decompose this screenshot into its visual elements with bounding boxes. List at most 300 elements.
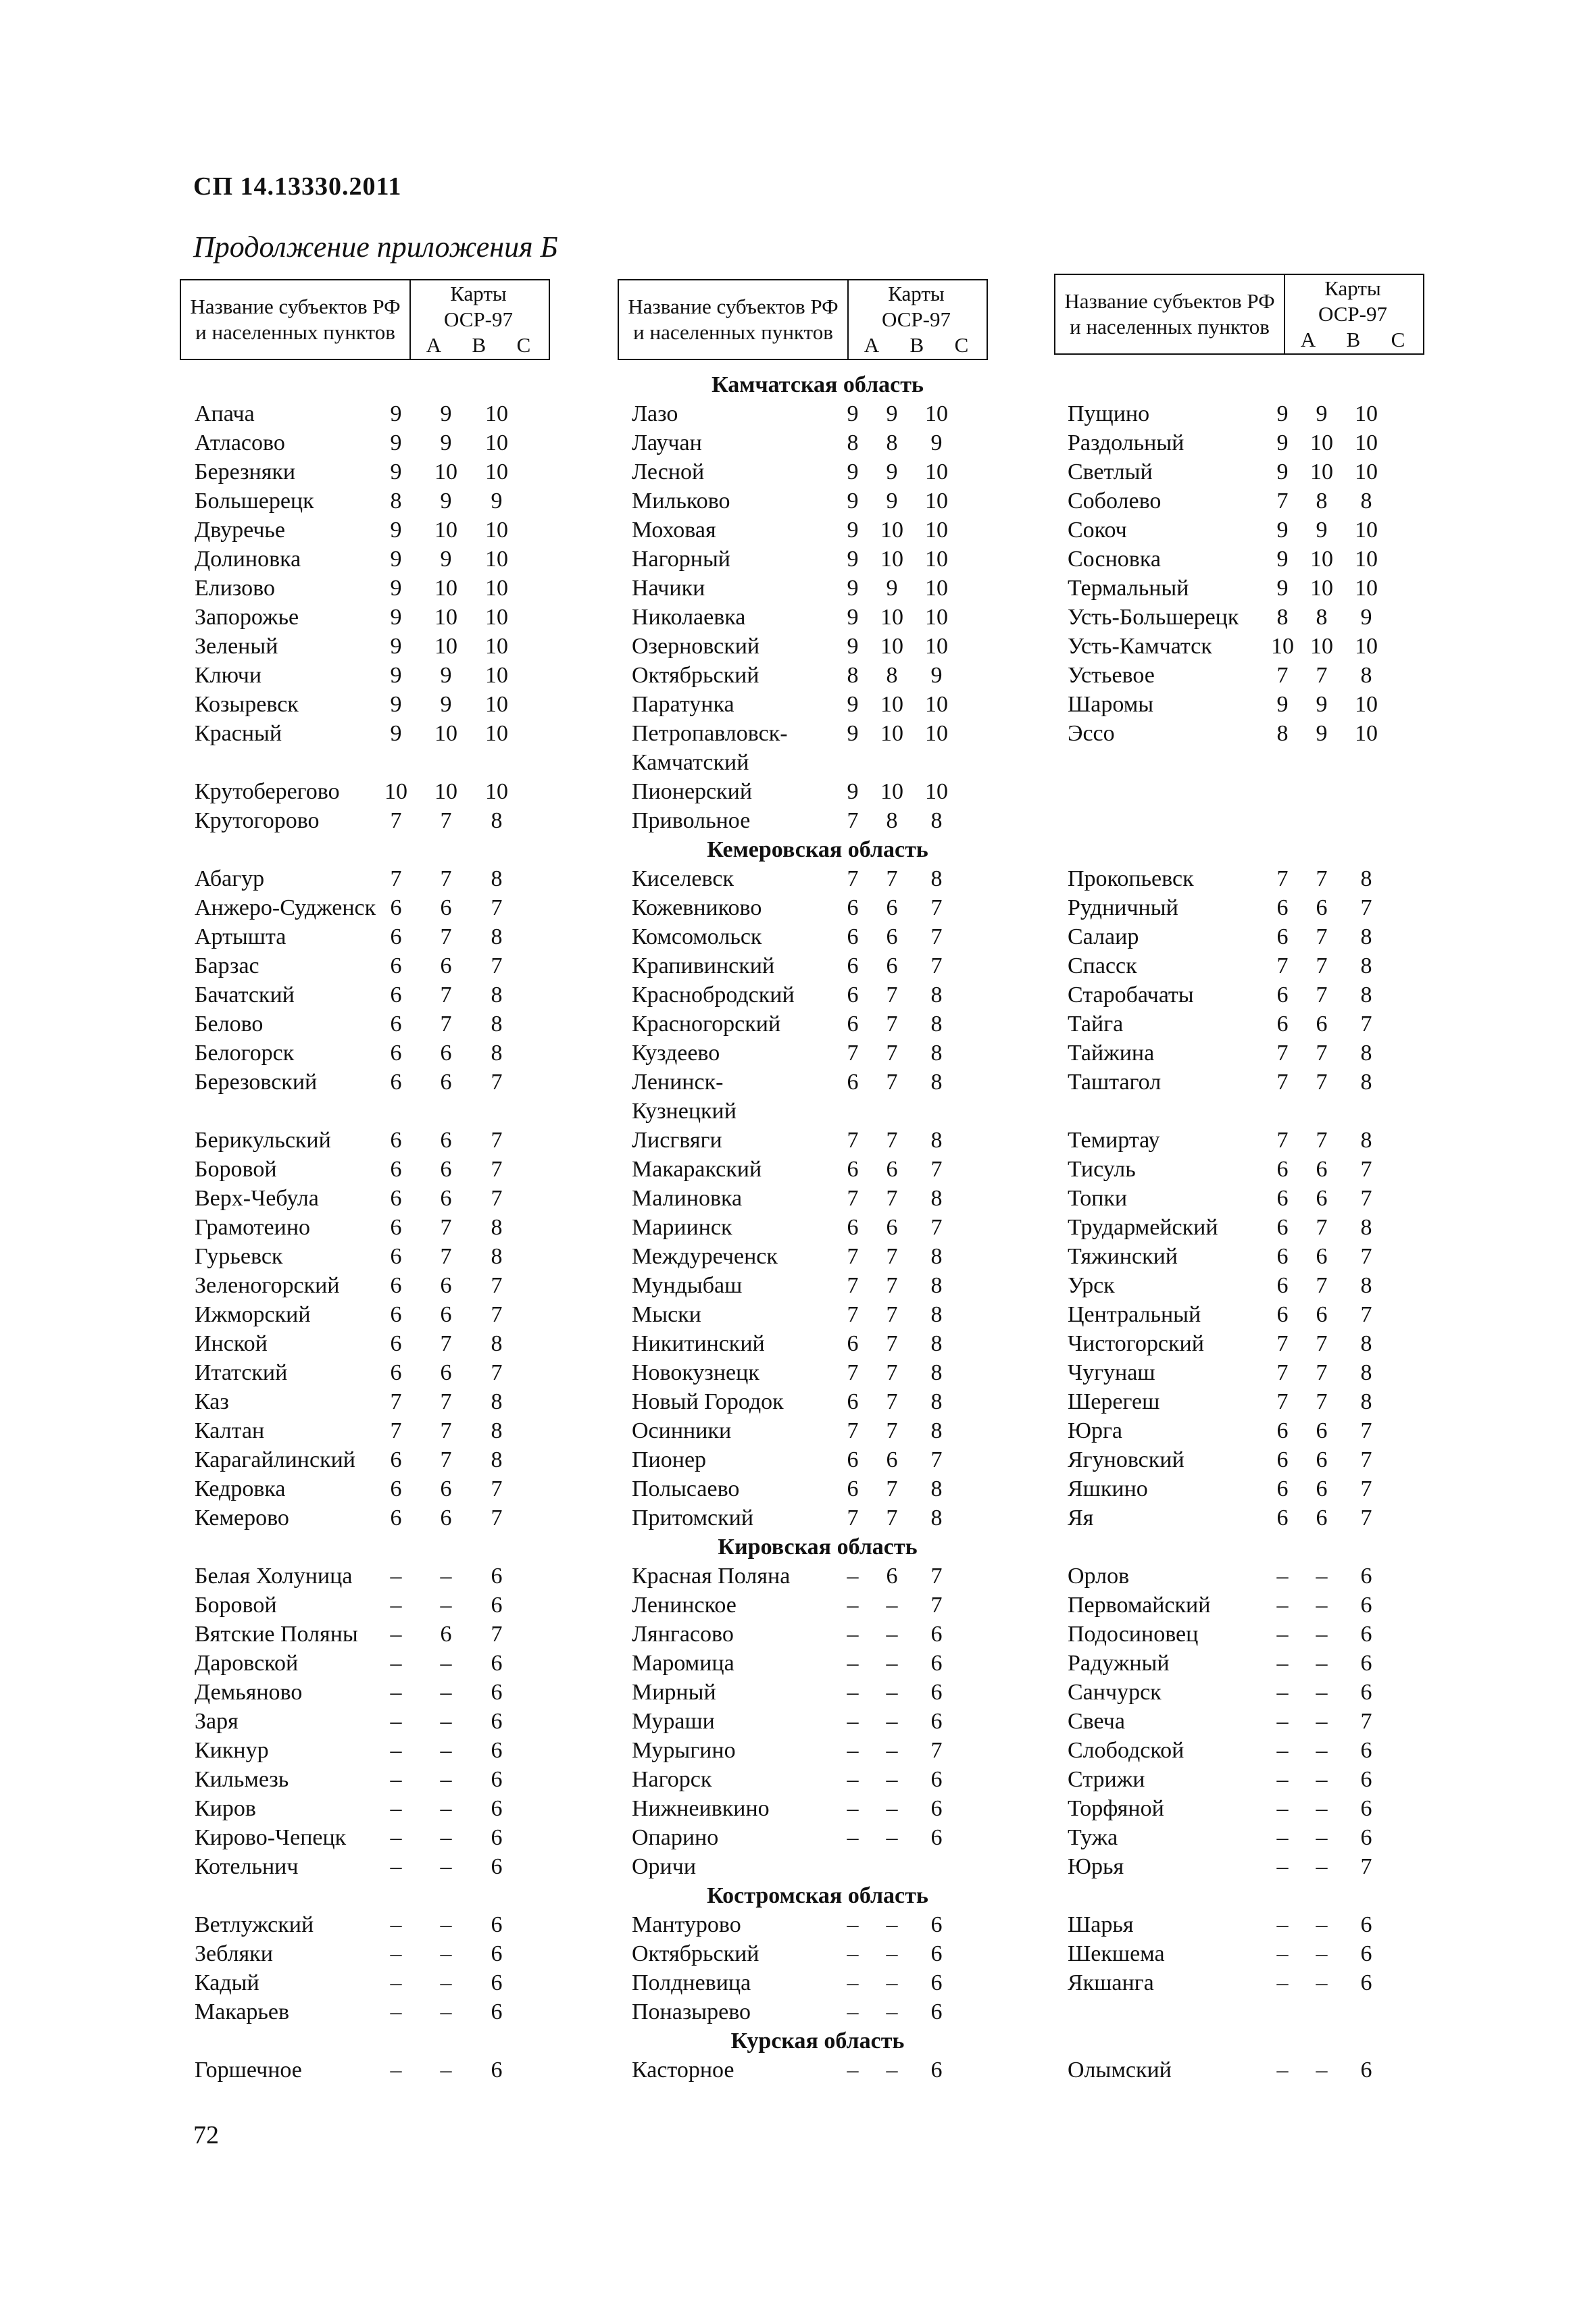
settlement-name: Юрга: [1068, 1418, 1122, 1443]
intensity-c: 10: [485, 576, 508, 601]
intensity-c: 8: [491, 1331, 503, 1356]
settlement-name: Никитинский: [632, 1331, 765, 1356]
list-item: [0, 1794, 1596, 1823]
intensity-c: 8: [930, 1418, 943, 1443]
header-col-a: А: [864, 333, 880, 357]
intensity-c: 8: [930, 1070, 943, 1095]
settlement-name: Грамотеино: [195, 1215, 311, 1240]
intensity-a: 9: [390, 721, 402, 746]
intensity-a: –: [1276, 1767, 1289, 1792]
intensity-a: 6: [1276, 1012, 1289, 1037]
intensity-a: –: [390, 1622, 402, 1647]
intensity-a: 7: [847, 1041, 859, 1066]
intensity-a: –: [1276, 1564, 1289, 1589]
settlement-name: Киселевск: [632, 866, 734, 891]
intensity-c: 8: [930, 1041, 943, 1066]
settlement-name: Белогорск: [195, 1041, 295, 1066]
intensity-c: 6: [491, 1796, 503, 1821]
intensity-a: –: [390, 1680, 402, 1705]
intensity-b: 9: [1316, 721, 1328, 746]
intensity-a: 6: [847, 1215, 859, 1240]
intensity-a: 7: [847, 808, 859, 833]
intensity-a: 6: [847, 1331, 859, 1356]
settlement-name: Радужный: [1068, 1651, 1170, 1676]
intensity-a: 6: [847, 1389, 859, 1414]
intensity-b: 7: [1316, 924, 1328, 949]
intensity-a: 6: [847, 1070, 859, 1095]
intensity-a: –: [390, 1709, 402, 1734]
intensity-a: 6: [390, 1302, 402, 1327]
intensity-a: –: [847, 1767, 859, 1792]
intensity-b: –: [886, 1999, 898, 2024]
intensity-a: –: [847, 1564, 859, 1589]
intensity-b: 6: [886, 924, 898, 949]
intensity-c: 8: [930, 982, 943, 1007]
intensity-a: 7: [1276, 1128, 1289, 1153]
settlement-name: Чугунаш: [1068, 1360, 1155, 1385]
settlement-name: Берикульский: [195, 1128, 331, 1153]
intensity-b: –: [886, 1912, 898, 1937]
intensity-a: 7: [390, 1418, 402, 1443]
list-item: [0, 516, 1596, 545]
list-item: [0, 922, 1596, 951]
intensity-a: 9: [1276, 576, 1289, 601]
settlement-name: Лазо: [632, 401, 678, 426]
settlement-name: Торфяной: [1068, 1796, 1164, 1821]
section-title: Кемеровская область: [707, 837, 928, 862]
intensity-a: –: [847, 1738, 859, 1763]
settlement-name: Моховая: [632, 518, 716, 543]
settlement-name: Олымский: [1068, 2058, 1172, 2083]
intensity-b: –: [440, 1680, 452, 1705]
settlement-name: Усть-Большерецк: [1068, 605, 1239, 630]
intensity-c: 10: [1355, 721, 1378, 746]
intensity-c: 7: [491, 1186, 503, 1211]
intensity-b: 6: [1316, 1302, 1328, 1327]
intensity-b: –: [1316, 1564, 1328, 1589]
settlement-name: Новокузнецк: [632, 1360, 759, 1385]
intensity-c: 8: [930, 1302, 943, 1327]
intensity-a: 9: [1276, 692, 1289, 717]
intensity-b: 7: [886, 1273, 898, 1298]
intensity-c: 6: [1360, 1651, 1372, 1676]
intensity-c: 10: [925, 401, 948, 426]
intensity-c: 7: [1360, 1476, 1372, 1501]
intensity-a: 6: [390, 1215, 402, 1240]
intensity-b: 6: [1316, 1476, 1328, 1501]
list-item: [0, 428, 1596, 457]
intensity-a: –: [1276, 1970, 1289, 1995]
intensity-b: 6: [1316, 1186, 1328, 1211]
intensity-b: 10: [434, 576, 457, 601]
intensity-a: –: [1276, 1796, 1289, 1821]
settlement-name: Николаевка: [632, 605, 746, 630]
intensity-a: –: [847, 1941, 859, 1966]
intensity-b: 10: [1310, 634, 1333, 659]
intensity-a: 7: [1276, 1331, 1289, 1356]
intensity-c: 7: [930, 1157, 943, 1182]
intensity-a: 7: [1276, 663, 1289, 688]
intensity-c: 6: [930, 1680, 943, 1705]
intensity-c: 8: [1360, 1389, 1372, 1414]
intensity-c: 8: [1360, 1128, 1372, 1153]
settlement-name: Итатский: [195, 1360, 288, 1385]
settlement-name: Маромица: [632, 1651, 734, 1676]
section-title: Камчатская область: [712, 372, 924, 397]
intensity-c: 8: [1360, 1331, 1372, 1356]
settlement-name: Слободской: [1068, 1738, 1184, 1763]
intensity-c: 7: [930, 924, 943, 949]
settlement-name: Шекшема: [1068, 1941, 1165, 1966]
intensity-c: 7: [930, 1564, 943, 1589]
intensity-b: 6: [886, 1157, 898, 1182]
intensity-c: 7: [1360, 1709, 1372, 1734]
list-item: [0, 487, 1596, 516]
intensity-a: –: [1276, 1825, 1289, 1850]
intensity-c: 8: [491, 866, 503, 891]
intensity-b: 8: [886, 430, 898, 455]
intensity-b: –: [886, 1680, 898, 1705]
intensity-a: –: [390, 1651, 402, 1676]
settlement-name: Барзас: [195, 953, 259, 978]
list-item: [0, 1242, 1596, 1271]
intensity-b: –: [886, 1593, 898, 1618]
list-item: [0, 893, 1596, 922]
intensity-a: –: [390, 1767, 402, 1792]
intensity-c: 7: [491, 1360, 503, 1385]
intensity-c: 10: [925, 692, 948, 717]
intensity-a: 6: [847, 1012, 859, 1037]
intensity-a: 6: [390, 1331, 402, 1356]
intensity-c: 10: [925, 489, 948, 514]
intensity-b: –: [440, 1912, 452, 1937]
intensity-b: 9: [886, 576, 898, 601]
header-col-c: С: [516, 333, 531, 357]
intensity-a: 9: [390, 663, 402, 688]
intensity-c: 8: [930, 1273, 943, 1298]
settlement-name: Макаракский: [632, 1157, 762, 1182]
intensity-a: 6: [847, 982, 859, 1007]
intensity-a: 6: [390, 982, 402, 1007]
intensity-b: 10: [434, 779, 457, 804]
settlement-name: Котельнич: [195, 1854, 299, 1879]
intensity-a: 6: [390, 1012, 402, 1037]
intensity-c: 9: [930, 430, 943, 455]
intensity-c: 10: [485, 518, 508, 543]
intensity-b: 6: [886, 895, 898, 920]
intensity-a: –: [1276, 1593, 1289, 1618]
list-item: [0, 1678, 1596, 1707]
header-maps-title: Карты ОСР-97: [1318, 276, 1387, 326]
intensity-c: 6: [930, 1825, 943, 1850]
intensity-b: 9: [440, 663, 452, 688]
intensity-c: 6: [930, 1651, 943, 1676]
intensity-a: 6: [847, 1157, 859, 1182]
list-item: [0, 1736, 1596, 1765]
settlement-name: Верх-Чебула: [195, 1186, 319, 1211]
intensity-b: 6: [1316, 1157, 1328, 1182]
intensity-c: 10: [1355, 518, 1378, 543]
intensity-b: 6: [1316, 1244, 1328, 1269]
intensity-c: 10: [485, 779, 508, 804]
intensity-a: –: [390, 1941, 402, 1966]
intensity-c: 8: [1360, 982, 1372, 1007]
intensity-b: 7: [1316, 1389, 1328, 1414]
intensity-c: 7: [491, 1622, 503, 1647]
list-item: [0, 951, 1596, 980]
settlement-name: Каз: [195, 1389, 229, 1414]
intensity-c: 8: [930, 1012, 943, 1037]
intensity-a: 9: [1276, 459, 1289, 484]
intensity-b: 10: [880, 779, 903, 804]
intensity-b: –: [440, 1796, 452, 1821]
intensity-a: 9: [847, 576, 859, 601]
intensity-a: –: [390, 1738, 402, 1763]
settlement-name: Артышта: [195, 924, 286, 949]
intensity-a: –: [390, 1854, 402, 1879]
intensity-c: 7: [1360, 1854, 1372, 1879]
intensity-c: 7: [491, 1476, 503, 1501]
intensity-a: 6: [1276, 1186, 1289, 1211]
settlement-name: Макарьев: [195, 1999, 290, 2024]
settlement-name: Демьяново: [195, 1680, 303, 1705]
intensity-a: 9: [847, 721, 859, 746]
list-item: [0, 1010, 1596, 1039]
settlement-name: Крапивинский: [632, 953, 775, 978]
page-number: 72: [193, 2121, 219, 2149]
header-name-col: Название субъектов РФ и населенных пунктов: [181, 280, 411, 359]
intensity-a: 7: [1276, 866, 1289, 891]
document-code: СП 14.13330.2011: [193, 172, 402, 201]
column-header-3: [1054, 274, 1424, 355]
intensity-a: 8: [1276, 605, 1289, 630]
intensity-a: 6: [1276, 1273, 1289, 1298]
intensity-a: 10: [384, 779, 407, 804]
header-maps-title: Карты ОСР-97: [443, 282, 513, 331]
intensity-b: 7: [1316, 1041, 1328, 1066]
intensity-b: –: [440, 1709, 452, 1734]
intensity-c: 9: [491, 489, 503, 514]
list-item: [0, 980, 1596, 1010]
intensity-a: –: [1276, 1941, 1289, 1966]
intensity-c: 8: [1360, 953, 1372, 978]
intensity-c: 6: [491, 1970, 503, 1995]
intensity-a: –: [390, 1912, 402, 1937]
intensity-a: 9: [847, 692, 859, 717]
intensity-a: 9: [390, 401, 402, 426]
intensity-c: 8: [930, 866, 943, 891]
intensity-b: –: [1316, 1738, 1328, 1763]
list-item: [0, 1823, 1596, 1852]
intensity-b: –: [886, 2058, 898, 2083]
intensity-a: –: [847, 1796, 859, 1821]
intensity-c: 7: [1360, 1157, 1372, 1182]
settlement-name: Мантурово: [632, 1912, 741, 1937]
intensity-b: –: [440, 1593, 452, 1618]
settlement-name: Раздольный: [1068, 430, 1184, 455]
settlement-name: Атласово: [195, 430, 285, 455]
intensity-b: –: [886, 1651, 898, 1676]
intensity-c: 10: [925, 518, 948, 543]
settlement-name: Двуречье: [195, 518, 286, 543]
settlement-name: Пионер: [632, 1447, 707, 1472]
intensity-c: 7: [930, 953, 943, 978]
intensity-c: 8: [1360, 489, 1372, 514]
intensity-a: 8: [847, 663, 859, 688]
settlement-name: Свеча: [1068, 1709, 1125, 1734]
settlement-name: Урск: [1068, 1273, 1115, 1298]
intensity-c: 6: [1360, 1564, 1372, 1589]
intensity-a: 7: [847, 1505, 859, 1530]
settlement-name: Центральный: [1068, 1302, 1201, 1327]
intensity-c: 10: [1355, 547, 1378, 572]
intensity-a: 6: [390, 1273, 402, 1298]
intensity-b: –: [440, 1854, 452, 1879]
intensity-c: 8: [930, 1331, 943, 1356]
intensity-b: 6: [440, 1273, 452, 1298]
intensity-c: 7: [930, 895, 943, 920]
intensity-a: 6: [1276, 1244, 1289, 1269]
settlement-name: Яшкино: [1068, 1476, 1148, 1501]
intensity-b: –: [1316, 1709, 1328, 1734]
intensity-b: 6: [440, 1302, 452, 1327]
intensity-a: –: [1276, 2058, 1289, 2083]
intensity-c: 6: [491, 1999, 503, 2024]
intensity-b: 10: [434, 605, 457, 630]
intensity-a: 6: [847, 1447, 859, 1472]
list-item: [0, 1765, 1596, 1794]
settlement-name: Мундыбаш: [632, 1273, 743, 1298]
intensity-c: 10: [925, 605, 948, 630]
intensity-b: 6: [1316, 895, 1328, 920]
intensity-a: 9: [390, 634, 402, 659]
intensity-c: 7: [1360, 895, 1372, 920]
list-item: [0, 603, 1596, 632]
settlement-name: Полдневица: [632, 1970, 751, 1995]
intensity-a: 9: [390, 547, 402, 572]
intensity-a: 7: [390, 808, 402, 833]
header-col-c: С: [1391, 328, 1405, 351]
intensity-b: 9: [440, 401, 452, 426]
intensity-c: 10: [925, 576, 948, 601]
intensity-c: 7: [1360, 1012, 1372, 1037]
intensity-b: 6: [1316, 1012, 1328, 1037]
intensity-b: 7: [440, 1244, 452, 1269]
intensity-b: 6: [440, 1505, 452, 1530]
intensity-b: –: [1316, 1767, 1328, 1792]
intensity-c: 6: [491, 1651, 503, 1676]
continuation-title: Продолжение приложения Б: [193, 230, 558, 264]
intensity-c: 6: [930, 1941, 943, 1966]
intensity-a: 7: [847, 1244, 859, 1269]
settlement-name: Междуреченск: [632, 1244, 778, 1269]
intensity-a: 9: [1276, 518, 1289, 543]
intensity-b: 9: [440, 489, 452, 514]
intensity-b: –: [886, 1970, 898, 1995]
list-item: [0, 457, 1596, 487]
intensity-c: 6: [930, 2058, 943, 2083]
list-item: [0, 777, 1596, 806]
list-item: [0, 632, 1596, 661]
intensity-b: 6: [886, 953, 898, 978]
list-item: [0, 1300, 1596, 1329]
settlement-name: Ключи: [195, 663, 262, 688]
settlement-name: Кедровка: [195, 1476, 286, 1501]
intensity-b: 7: [440, 1331, 452, 1356]
intensity-a: 6: [847, 1476, 859, 1501]
intensity-b: 10: [880, 692, 903, 717]
header-col-a: А: [426, 333, 442, 357]
intensity-b: 7: [886, 1244, 898, 1269]
settlement-name: Березняки: [195, 459, 296, 484]
intensity-b: 7: [1316, 953, 1328, 978]
list-item: [0, 399, 1596, 428]
settlement-name: Кожевниково: [632, 895, 762, 920]
settlement-name: Мильково: [632, 489, 730, 514]
intensity-b: 6: [886, 1215, 898, 1240]
intensity-b: 6: [440, 1070, 452, 1095]
intensity-c: 8: [491, 924, 503, 949]
intensity-c: 6: [930, 1912, 943, 1937]
settlement-name: Кемерово: [195, 1505, 289, 1530]
settlement-name: Елизово: [195, 576, 275, 601]
intensity-b: –: [440, 1825, 452, 1850]
settlement-name: Санчурск: [1068, 1680, 1162, 1705]
intensity-a: –: [1276, 1912, 1289, 1937]
list-item: [0, 806, 1596, 835]
settlement-name: Сосновка: [1068, 547, 1161, 572]
intensity-c: 10: [485, 605, 508, 630]
intensity-c: 6: [491, 1564, 503, 1589]
intensity-b: 7: [440, 866, 452, 891]
settlement-name: Привольное: [632, 808, 751, 833]
settlement-name: Мурыгино: [632, 1738, 736, 1763]
list-item: [0, 1271, 1596, 1300]
intensity-c: 7: [491, 895, 503, 920]
intensity-b: 6: [440, 1622, 452, 1647]
list-item: [0, 661, 1596, 690]
intensity-c: 6: [1360, 1796, 1372, 1821]
intensity-b: 8: [886, 808, 898, 833]
intensity-a: 6: [847, 924, 859, 949]
list-item: [0, 1213, 1596, 1242]
settlement-name: Мирный: [632, 1680, 716, 1705]
intensity-c: 8: [491, 1447, 503, 1472]
settlement-name: Боровой: [195, 1593, 277, 1618]
section-title: Кировская область: [718, 1535, 918, 1560]
intensity-b: 9: [440, 692, 452, 717]
intensity-b: 10: [880, 605, 903, 630]
settlement-name: Темиртау: [1068, 1128, 1160, 1153]
settlement-name: Петропавловск-: [632, 721, 788, 746]
intensity-a: 7: [390, 866, 402, 891]
intensity-a: –: [390, 1564, 402, 1589]
intensity-a: –: [390, 1593, 402, 1618]
intensity-c: 10: [1355, 692, 1378, 717]
intensity-b: 10: [880, 547, 903, 572]
intensity-b: –: [1316, 2058, 1328, 2083]
intensity-b: 7: [1316, 1215, 1328, 1240]
intensity-a: –: [847, 1680, 859, 1705]
intensity-b: –: [440, 1651, 452, 1676]
intensity-a: 6: [1276, 1505, 1289, 1530]
intensity-c: 10: [1355, 430, 1378, 455]
intensity-b: 7: [886, 1128, 898, 1153]
list-item: [0, 1939, 1596, 1968]
intensity-c: 10: [485, 547, 508, 572]
intensity-b: 10: [880, 721, 903, 746]
intensity-c: 7: [491, 1505, 503, 1530]
